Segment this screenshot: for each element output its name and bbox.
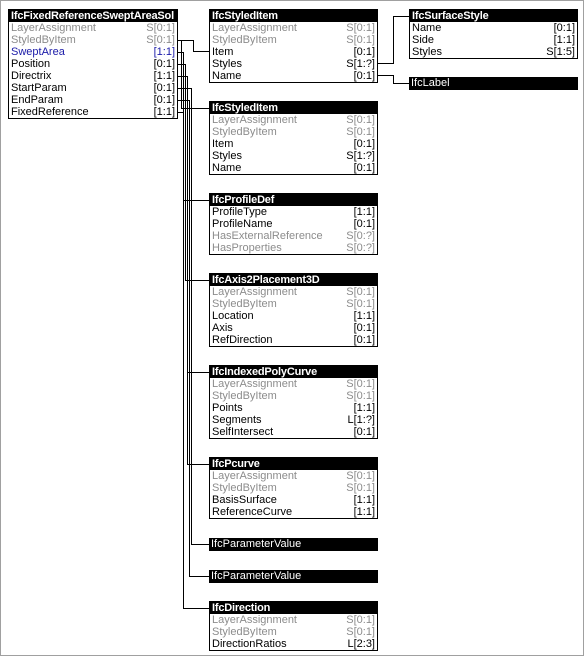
attribute-row[interactable] <box>9 94 177 106</box>
connector-styles-surfacestyle <box>378 17 411 64</box>
attribute-cardinality: S[1:?] <box>346 150 375 162</box>
attribute-cardinality: [1:1] <box>153 70 175 82</box>
attribute-name: StyledByItem <box>212 34 277 46</box>
attribute-name: Directrix <box>11 70 52 82</box>
attribute-list <box>210 614 377 650</box>
entity-fixed-reference-swept-area-solid[interactable] <box>8 9 178 119</box>
attribute-name: DirectionRatios <box>212 638 287 650</box>
attribute-name: Points <box>212 402 243 414</box>
attribute-name: Item <box>212 138 234 150</box>
attribute-row[interactable] <box>210 230 377 242</box>
entity-label[interactable]: IfcLabel <box>409 77 578 90</box>
attribute-row[interactable] <box>9 34 177 46</box>
attribute-name: HasExternalReference <box>212 230 323 242</box>
connector-position-axis2placement <box>178 65 211 281</box>
attribute-name: ReferenceCurve <box>212 506 293 518</box>
attribute-row[interactable] <box>210 138 377 150</box>
attribute-cardinality: S[0:1] <box>346 390 375 402</box>
attribute-cardinality: S[1:?] <box>346 58 375 70</box>
attribute-row[interactable] <box>210 242 377 254</box>
attribute-row[interactable] <box>210 286 377 298</box>
attribute-cardinality: S[0:1] <box>346 126 375 138</box>
attribute-cardinality: [1:1] <box>353 402 375 414</box>
attribute-row[interactable] <box>210 402 377 414</box>
entity-parameter-value-2[interactable]: IfcParameterValue <box>209 570 378 583</box>
attribute-row[interactable] <box>210 378 377 390</box>
attribute-row[interactable] <box>9 46 177 58</box>
entity-axis2-placement-3d[interactable] <box>209 273 378 347</box>
attribute-row[interactable] <box>410 46 577 58</box>
attribute-row[interactable] <box>210 390 377 402</box>
attribute-cardinality: [0:1] <box>353 334 375 346</box>
attribute-name: LayerAssignment <box>212 114 297 126</box>
attribute-row[interactable] <box>210 614 377 626</box>
attribute-name: HasProperties <box>212 242 282 254</box>
attribute-name: StyledByItem <box>212 482 277 494</box>
attribute-name: Name <box>212 162 242 174</box>
attribute-row[interactable] <box>9 58 177 70</box>
attribute-cardinality: S[0:1] <box>346 626 375 638</box>
attribute-cardinality: S[0:1] <box>346 114 375 126</box>
attribute-cardinality: [0:1] <box>353 70 375 82</box>
attribute-list <box>210 206 377 254</box>
attribute-cardinality: [1:1] <box>353 206 375 218</box>
attribute-name: LayerAssignment <box>212 286 297 298</box>
attribute-row[interactable] <box>210 34 377 46</box>
attribute-row[interactable] <box>210 70 377 82</box>
attribute-name: LayerAssignment <box>212 614 297 626</box>
attribute-cardinality: S[0:1] <box>346 22 375 34</box>
attribute-cardinality: S[0:?] <box>346 230 375 242</box>
entity-title: IfcSurfaceStyle <box>410 10 577 22</box>
attribute-row[interactable] <box>210 150 377 162</box>
attribute-row[interactable] <box>210 322 377 334</box>
attribute-row[interactable] <box>210 506 377 518</box>
attribute-name: Styles <box>212 150 242 162</box>
attribute-name: Styles <box>212 58 242 70</box>
attribute-name: LayerAssignment <box>11 22 96 34</box>
attribute-row[interactable] <box>210 298 377 310</box>
attribute-row[interactable] <box>210 414 377 426</box>
entity-title: IfcStyledItem <box>210 10 377 22</box>
attribute-cardinality: [0:1] <box>153 82 175 94</box>
attribute-cardinality: [1:1] <box>153 106 175 118</box>
attribute-name: Item <box>212 46 234 58</box>
connector-sweptarea-profiledef <box>178 53 211 201</box>
attribute-name: LayerAssignment <box>212 22 297 34</box>
attribute-name: SelfIntersect <box>212 426 274 438</box>
attribute-row[interactable] <box>210 22 377 34</box>
attribute-cardinality: S[0:1] <box>146 34 175 46</box>
entity-title: IfcAxis2Placement3D <box>210 274 377 286</box>
attribute-list <box>210 114 377 174</box>
attribute-name: Styles <box>412 46 442 58</box>
attribute-name: ProfileName <box>212 218 273 230</box>
attribute-cardinality: L[2:3] <box>347 638 375 650</box>
attribute-cardinality: S[0:1] <box>346 614 375 626</box>
attribute-name: ProfileType <box>212 206 268 218</box>
attribute-cardinality: [1:1] <box>553 34 575 46</box>
attribute-cardinality: [1:1] <box>353 506 375 518</box>
entity-profile-def[interactable] <box>209 193 378 255</box>
attribute-row[interactable] <box>210 426 377 438</box>
connector-endparam-parametervalue <box>178 101 211 577</box>
attribute-list <box>210 470 377 518</box>
attribute-row[interactable] <box>210 206 377 218</box>
attribute-row[interactable] <box>9 70 177 82</box>
attribute-name: StyledByItem <box>212 298 277 310</box>
attribute-name: RefDirection <box>212 334 273 346</box>
attribute-row[interactable] <box>210 114 377 126</box>
attribute-name: SweptArea <box>11 46 65 58</box>
attribute-row[interactable] <box>210 218 377 230</box>
entity-indexed-poly-curve[interactable] <box>209 365 378 439</box>
attribute-list <box>210 378 377 438</box>
attribute-name: Side <box>412 34 435 46</box>
attribute-cardinality: [0:1] <box>353 138 375 150</box>
attribute-row[interactable] <box>9 106 177 118</box>
attribute-cardinality: [1:1] <box>353 310 375 322</box>
attribute-cardinality: S[1:5] <box>546 46 575 58</box>
attribute-cardinality: [0:1] <box>153 58 175 70</box>
attribute-name: Name <box>212 70 242 82</box>
attribute-list <box>410 22 577 58</box>
attribute-name: StyledByItem <box>212 626 277 638</box>
attribute-cardinality: [0:1] <box>153 94 175 106</box>
attribute-cardinality: L[1:?] <box>347 414 375 426</box>
attribute-name: LayerAssignment <box>212 470 297 482</box>
attribute-row[interactable] <box>210 162 377 174</box>
attribute-row[interactable] <box>210 470 377 482</box>
entity-styled-item-1[interactable] <box>209 9 378 83</box>
attribute-row[interactable] <box>210 46 377 58</box>
attribute-row[interactable] <box>410 34 577 46</box>
connector-name-label <box>378 76 411 84</box>
attribute-row[interactable] <box>210 638 377 650</box>
entity-direction[interactable] <box>209 601 378 651</box>
attribute-cardinality: [0:1] <box>353 426 375 438</box>
connector-startparam-parametervalue <box>178 89 211 545</box>
attribute-row[interactable] <box>9 22 177 34</box>
attribute-list <box>210 22 377 82</box>
attribute-name: BasisSurface <box>212 494 277 506</box>
attribute-row[interactable] <box>210 58 377 70</box>
attribute-name: Location <box>212 310 254 322</box>
attribute-cardinality: [1:1] <box>353 494 375 506</box>
attribute-row[interactable] <box>210 310 377 322</box>
attribute-cardinality: S[0:?] <box>346 242 375 254</box>
attribute-cardinality: S[0:1] <box>346 482 375 494</box>
attribute-name: StartParam <box>11 82 67 94</box>
attribute-cardinality: S[0:1] <box>346 298 375 310</box>
connector-directrix-pcurve <box>188 373 211 465</box>
attribute-cardinality: [1:1] <box>153 46 175 58</box>
attribute-cardinality: [0:1] <box>353 46 375 58</box>
entity-title: IfcProfileDef <box>210 194 377 206</box>
attribute-name: EndParam <box>11 94 63 106</box>
attribute-name: FixedReference <box>11 106 89 118</box>
attribute-name: StyledByItem <box>212 390 277 402</box>
attribute-row[interactable] <box>210 334 377 346</box>
attribute-list <box>9 22 177 118</box>
attribute-list <box>210 286 377 346</box>
connector-fixedreference-direction <box>178 113 211 609</box>
attribute-row[interactable] <box>210 126 377 138</box>
attribute-name: LayerAssignment <box>212 378 297 390</box>
attribute-name: Axis <box>212 322 233 334</box>
entity-title: IfcFixedReferenceSweptAreaSol <box>9 10 177 22</box>
attribute-row[interactable] <box>210 482 377 494</box>
attribute-name: Position <box>11 58 51 70</box>
attribute-cardinality: S[0:1] <box>346 286 375 298</box>
attribute-cardinality: S[0:1] <box>346 34 375 46</box>
attribute-cardinality: S[0:1] <box>346 378 375 390</box>
attribute-cardinality: S[0:1] <box>346 470 375 482</box>
attribute-name: StyledByItem <box>11 34 76 46</box>
connector-directrix-indexedpolycurve <box>178 77 211 373</box>
entity-surface-style[interactable] <box>409 9 578 59</box>
entity-title: IfcPcurve <box>210 458 377 470</box>
entity-title: IfcIndexedPolyCurve <box>210 366 377 378</box>
attribute-cardinality: [0:1] <box>353 218 375 230</box>
attribute-cardinality: [0:1] <box>553 22 575 34</box>
entity-parameter-value-1[interactable]: IfcParameterValue <box>209 538 378 551</box>
attribute-row[interactable] <box>410 22 577 34</box>
attribute-cardinality: [0:1] <box>353 322 375 334</box>
attribute-name: Segments <box>212 414 262 426</box>
entity-title: IfcDirection <box>210 602 377 614</box>
attribute-row[interactable] <box>210 626 377 638</box>
entity-pcurve[interactable] <box>209 457 378 519</box>
entity-styled-item-2[interactable] <box>209 101 378 175</box>
attribute-row[interactable] <box>9 82 177 94</box>
attribute-row[interactable] <box>210 494 377 506</box>
attribute-cardinality: [0:1] <box>353 162 375 174</box>
entity-title: IfcStyledItem <box>210 102 377 114</box>
attribute-name: Name <box>412 22 442 34</box>
attribute-name: StyledByItem <box>212 126 277 138</box>
connector-root-styleditem-1 <box>178 41 211 52</box>
attribute-cardinality: S[0:1] <box>146 22 175 34</box>
